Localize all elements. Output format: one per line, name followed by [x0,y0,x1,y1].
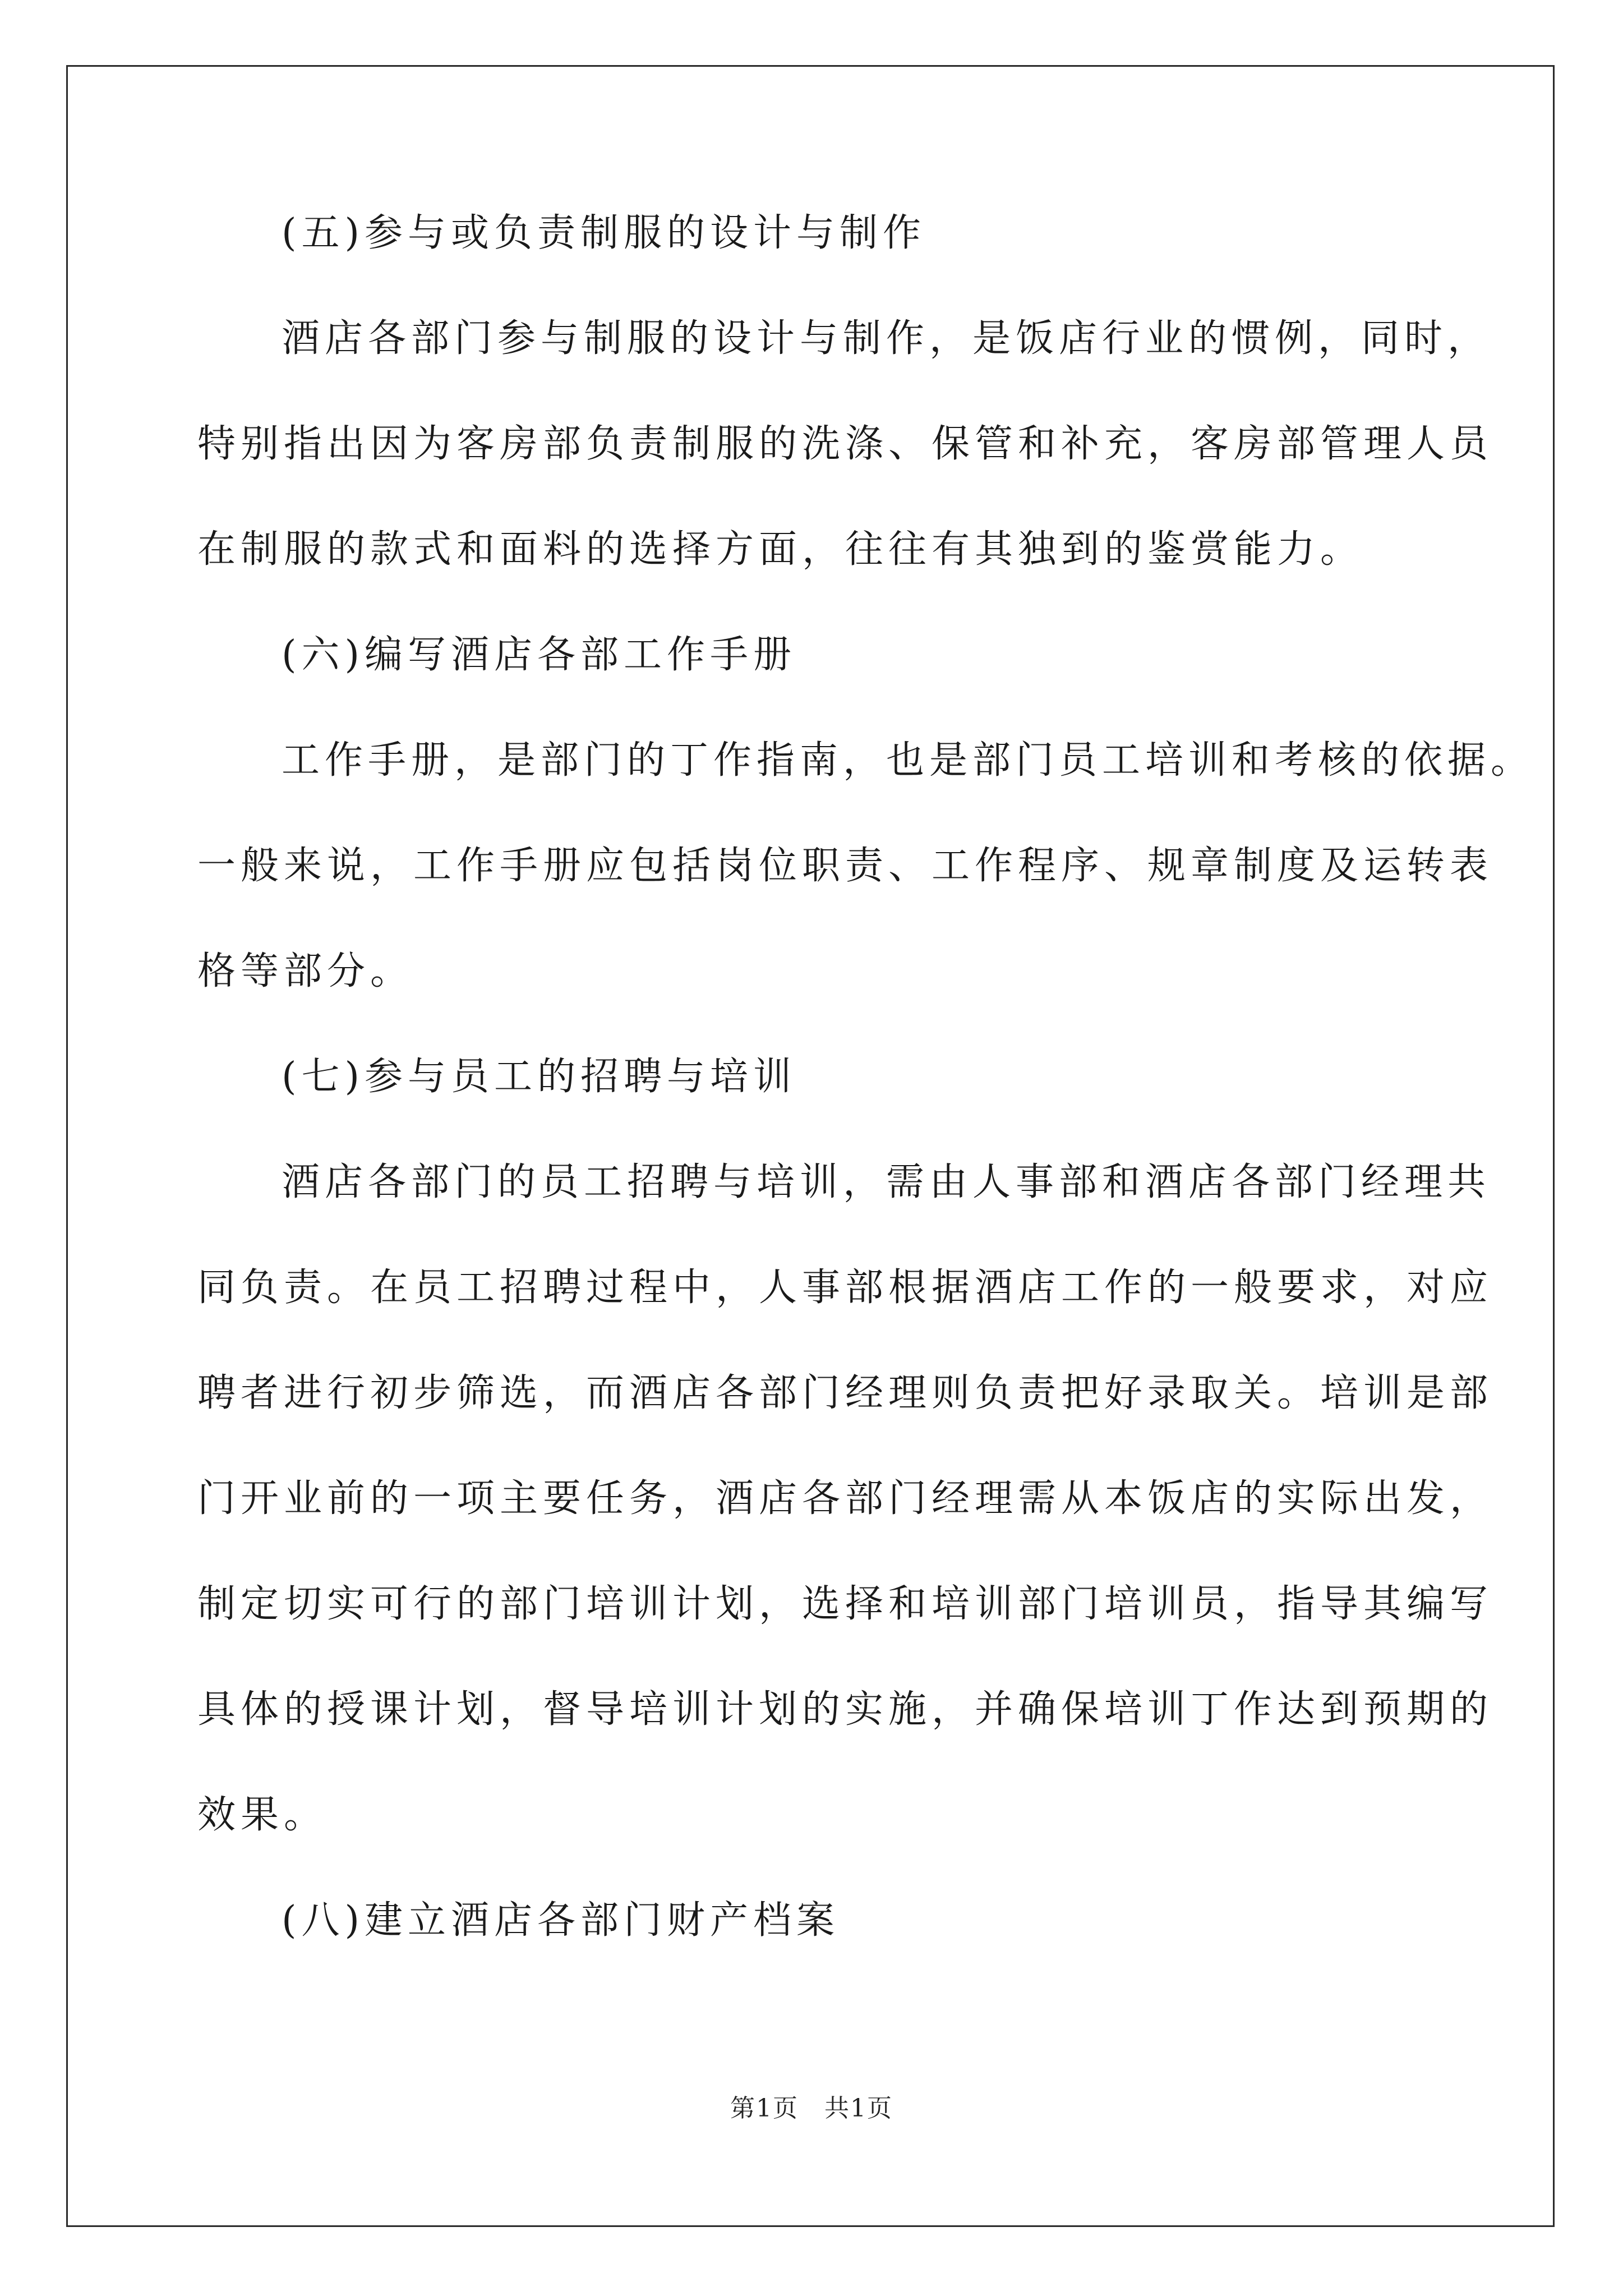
heading-8: (八)建立酒店各部门财产档案 [282,1898,840,1943]
paragraph-line: 效果。 [197,1793,328,1837]
paragraph-line: 格等部分。 [197,949,414,993]
paragraph-line: 具体的授课计划，督导培训计划的实施，并确保培训丁作达到预期的 [197,1687,1493,1732]
paragraph-line: 同负责。在员工招聘过程中，人事部根据酒店工作的一般要求，对应 [197,1266,1493,1310]
paragraph-line: 一般来说，工作手册应包括岗位职责、工作程序、规章制度及运转表 [197,844,1493,888]
paragraph-line: 制定切实可行的部门培训计划，选择和培训部门培训员，指导其编写 [197,1582,1493,1626]
paragraph-line: 酒店各部门参与制服的设计与制作，是饭店行业的惯例，同时， [282,316,1491,361]
paragraph-line: 特别指出因为客房部负责制服的洗涤、保管和补充，客房部管理人员 [197,422,1493,466]
paragraph-line: 门开业前的一项主要任务，酒店各部门经理需从本饭店的实际出发， [197,1476,1493,1521]
paragraph-line: 在制服的款式和面料的选择方面，往往有其独到的鉴赏能力。 [197,527,1364,572]
heading-6: (六)编写酒店各部工作手册 [282,633,797,677]
heading-7: (七)参与员工的招聘与培训 [282,1055,797,1099]
paragraph-line: 工作手册，是部门的丁作指南，也是部门员工培训和考核的依据。 [282,738,1534,783]
heading-5: (五)参与或负责制服的设计与制作 [282,211,926,255]
paragraph-line: 酒店各部门的员工招聘与培训，需由人事部和酒店各部门经理共 [282,1160,1491,1204]
page-footer: 第1页 共1页 [730,2094,893,2123]
paragraph-line: 聘者进行初步筛选，而酒店各部门经理则负责把好录取关。培训是部 [197,1371,1493,1415]
